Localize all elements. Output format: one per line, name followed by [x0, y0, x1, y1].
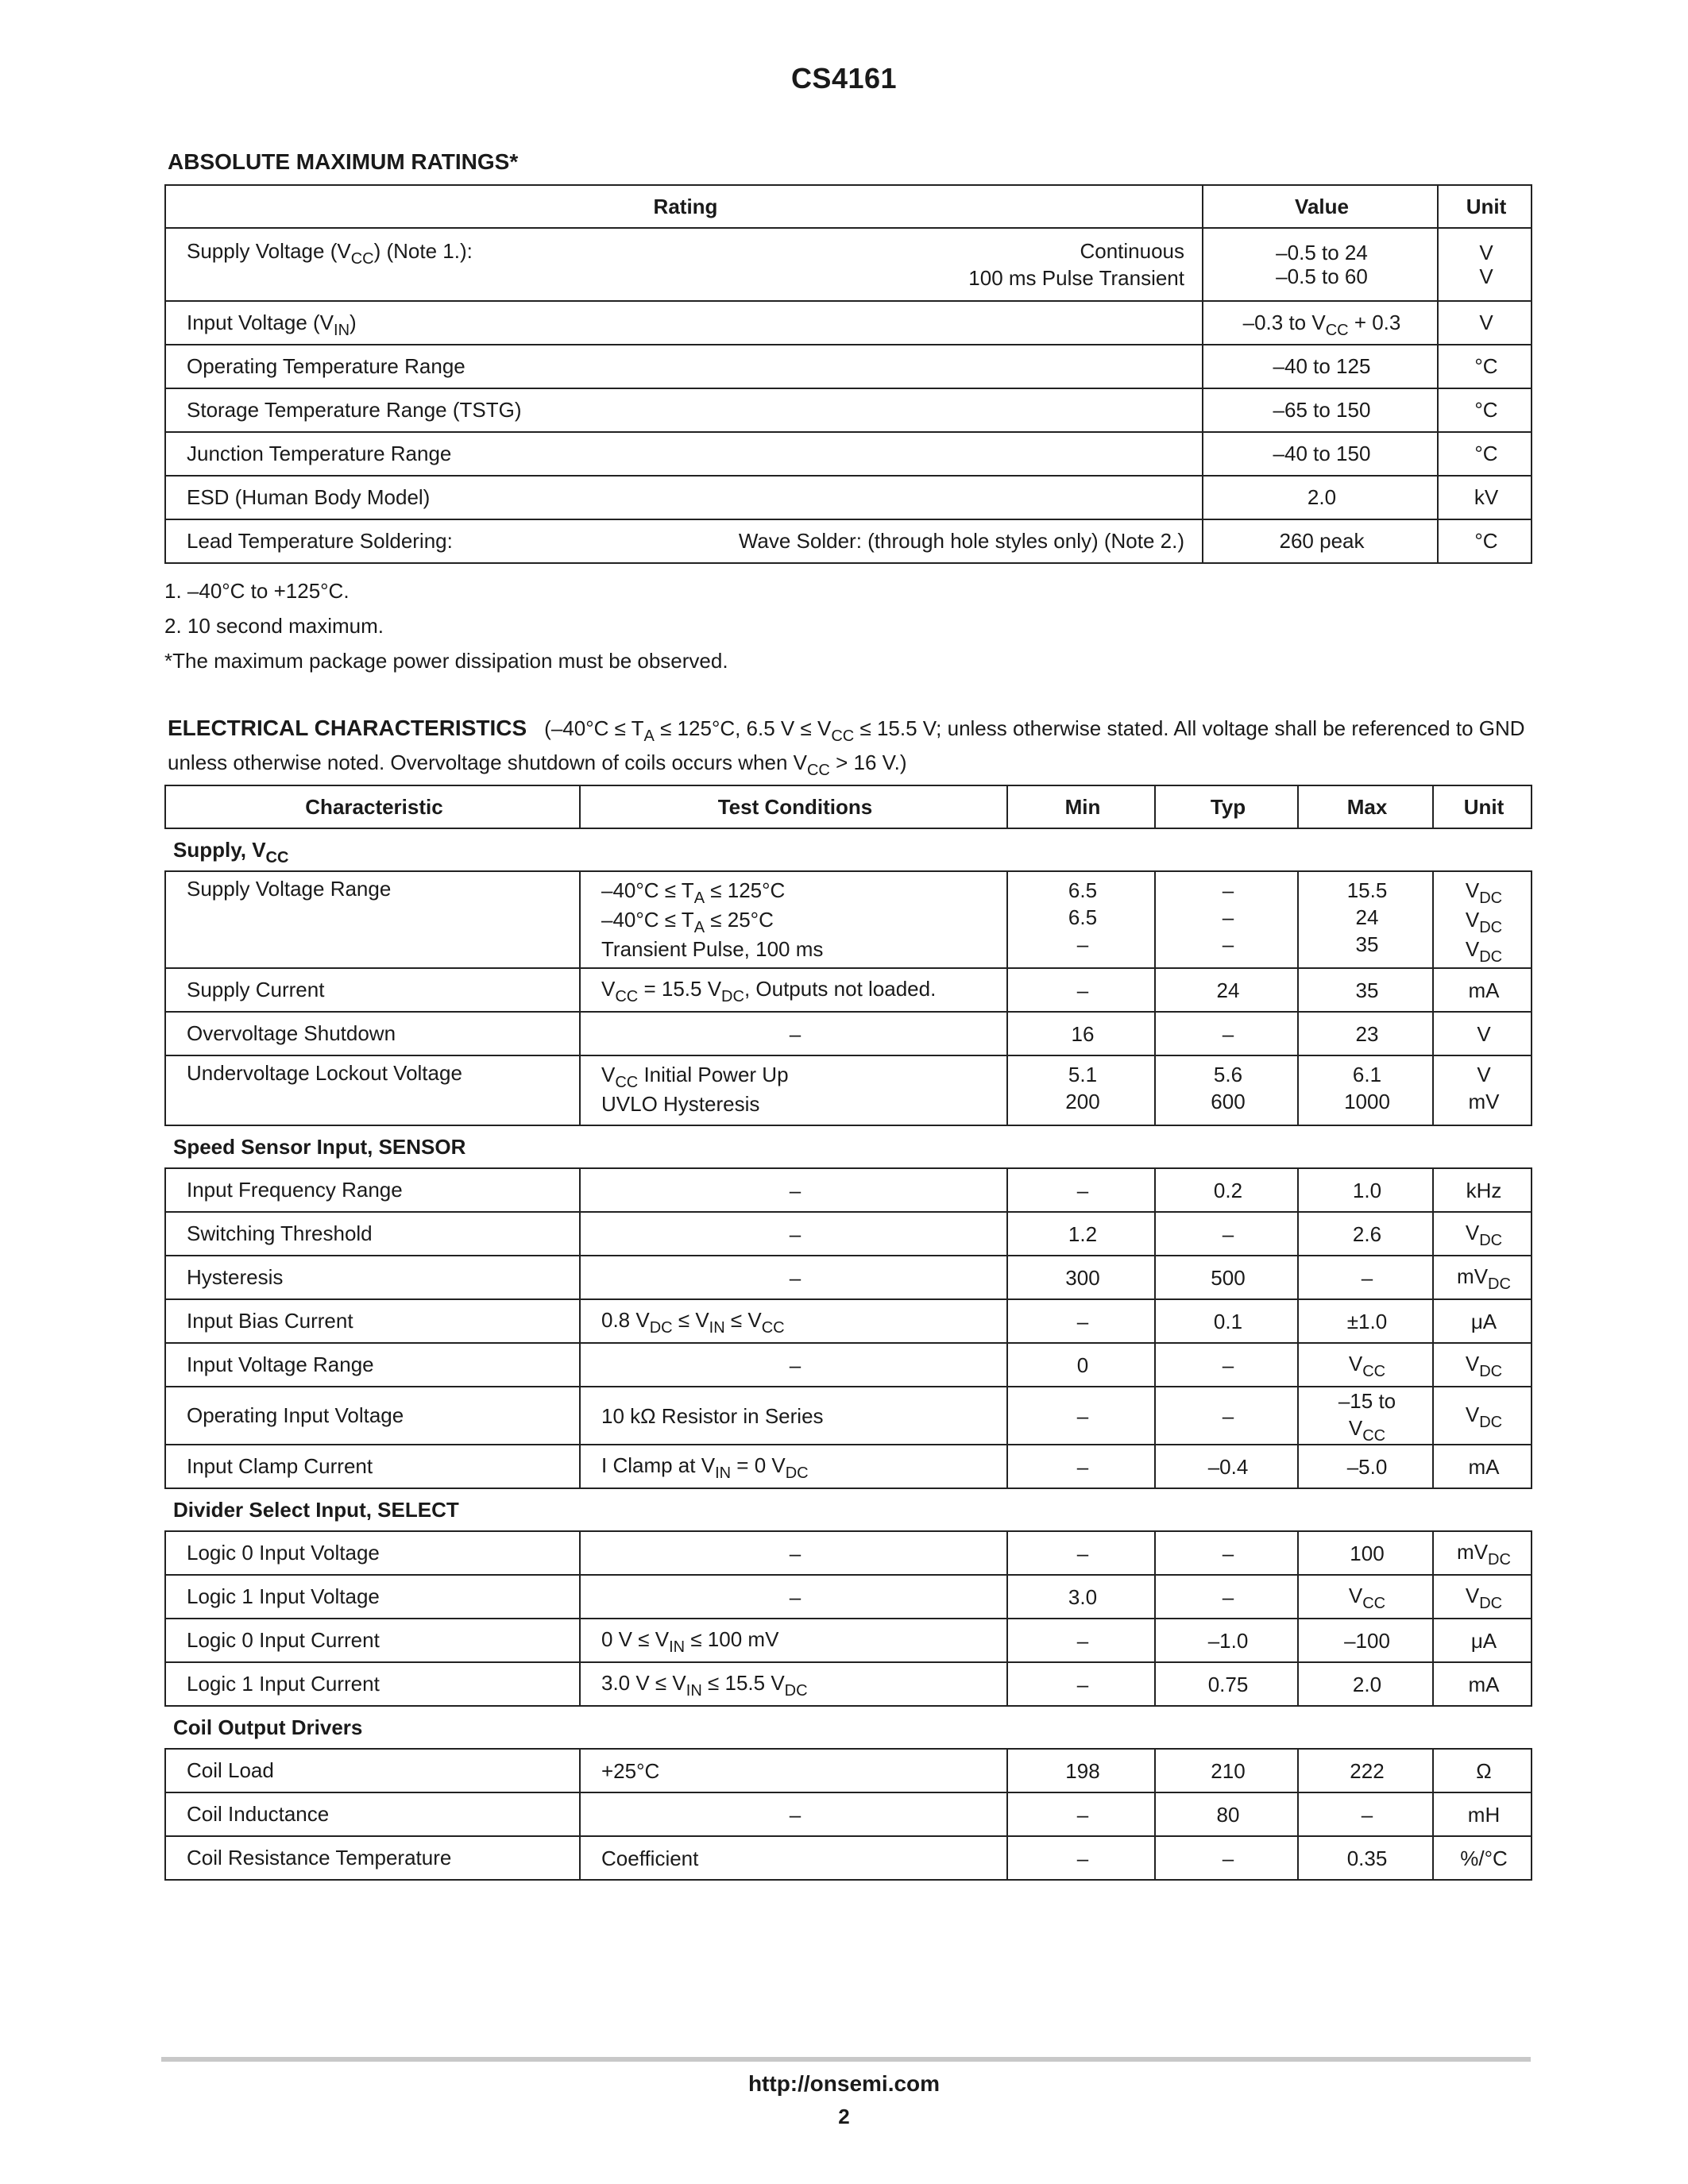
test-condition-cell: +25°C: [580, 1749, 1007, 1792]
table-row: [165, 432, 1532, 476]
unit-cell: $V_{DC}$ $V_{DC}$ $V_{DC}$: [1433, 871, 1532, 968]
characteristic-cell: Operating Input Voltage: [165, 1387, 580, 1445]
max-cell: 100: [1298, 1531, 1433, 1575]
table-row: [165, 1055, 1532, 1125]
test-condition-cell: 0.8 $V_{DC} \le V_{IN} \le V_{CC}$: [580, 1299, 1007, 1343]
test-condition-cell: I Clamp at $V_{IN} = 0$ $V_{DC}$: [580, 1445, 1007, 1488]
characteristic-cell: Input Bias Current: [165, 1299, 580, 1343]
min-cell: –: [1007, 1792, 1155, 1836]
characteristic-cell: Input Frequency Range: [165, 1168, 580, 1212]
group-row: [165, 1125, 1532, 1168]
characteristic-cell: Input Clamp Current: [165, 1445, 580, 1488]
table-row: [165, 228, 1532, 301]
col-header-min: Min: [1007, 785, 1155, 828]
group-row: [165, 1488, 1532, 1531]
col-header-typ: Typ: [1155, 785, 1298, 828]
table-row: [165, 1836, 1532, 1880]
min-cell: –: [1007, 968, 1155, 1012]
min-cell: –: [1007, 1387, 1155, 1445]
typ-cell: 24: [1155, 968, 1298, 1012]
footnote: 2. 10 second maximum.: [164, 614, 384, 638]
elec-table: [164, 785, 1532, 1881]
max-cell: 222: [1298, 1749, 1433, 1792]
unit-cell: μA: [1433, 1619, 1532, 1662]
value-cell: –0.5 to 24 –0.5 to 60: [1203, 228, 1438, 301]
typ-cell: –: [1155, 1343, 1298, 1387]
table-row: [165, 1749, 1532, 1792]
unit-cell: V mV: [1433, 1055, 1532, 1125]
test-condition-cell: –: [580, 1575, 1007, 1619]
max-cell: 6.1 1000: [1298, 1055, 1433, 1125]
max-cell: –100: [1298, 1619, 1433, 1662]
min-cell: 16: [1007, 1012, 1155, 1055]
characteristic-cell: Supply Current: [165, 968, 580, 1012]
min-cell: –: [1007, 1299, 1155, 1343]
table-row: [165, 1299, 1532, 1343]
unit-cell: %/°C: [1433, 1836, 1532, 1880]
typ-cell: –: [1155, 1012, 1298, 1055]
group-title: Supply, $V_{CC}$: [165, 828, 1532, 871]
test-condition-cell: –: [580, 1168, 1007, 1212]
rating-cell: Junction Temperature Range: [165, 432, 1203, 476]
value-cell: 260 peak: [1203, 519, 1438, 563]
table-row: [165, 871, 1532, 968]
rating-cell: Lead Temperature Soldering: Wave Solder: (through hole styles only) (Note 2.): [165, 519, 1203, 563]
unit-cell: kV: [1438, 476, 1532, 519]
rating-cell: Supply Voltage $(V_{CC})$ (Note 1.): Continuous 100 ms Pulse Transient: [165, 228, 1203, 301]
test-condition-cell: 0 $V \le V_{IN} \le 100$ mV: [580, 1619, 1007, 1662]
abs-max-table: [164, 184, 1532, 564]
test-condition-cell: 10 kΩ Resistor in Series: [580, 1387, 1007, 1445]
elec-header: [168, 712, 1534, 781]
characteristic-cell: Hysteresis: [165, 1256, 580, 1299]
table-row: [165, 345, 1532, 388]
min-cell: –: [1007, 1662, 1155, 1706]
test-condition-cell: Coefficient: [580, 1836, 1007, 1880]
value-cell: –40 to 125: [1203, 345, 1438, 388]
typ-cell: –: [1155, 1575, 1298, 1619]
group-row: [165, 1706, 1532, 1749]
table-row: [165, 1387, 1532, 1445]
typ-cell: –1.0: [1155, 1619, 1298, 1662]
max-cell: 15.5 24 35: [1298, 871, 1433, 968]
min-cell: 300: [1007, 1256, 1155, 1299]
table-row: [165, 968, 1532, 1012]
group-title: Divider Select Input, SELECT: [165, 1488, 1532, 1531]
col-header-unit: Unit: [1438, 185, 1532, 228]
max-cell: $V_{CC}$: [1298, 1343, 1433, 1387]
max-cell: 2.0: [1298, 1662, 1433, 1706]
unit-cell: kHz: [1433, 1168, 1532, 1212]
value-cell: 2.0: [1203, 476, 1438, 519]
page-number: 2: [838, 2105, 850, 2128]
test-condition-cell: –: [580, 1792, 1007, 1836]
typ-cell: 0.75: [1155, 1662, 1298, 1706]
table-row: [165, 1212, 1532, 1256]
unit-cell: °C: [1438, 519, 1532, 563]
unit-cell: V: [1433, 1012, 1532, 1055]
test-condition-cell: 3.0 $V \le V_{IN} \le 15.5$ $V_{DC}$: [580, 1662, 1007, 1706]
typ-cell: 80: [1155, 1792, 1298, 1836]
abs-max-title: ABSOLUTE MAXIMUM RATINGS*: [168, 149, 519, 174]
max-cell: –15 to $V_{CC}$: [1298, 1387, 1433, 1445]
table-row: [165, 1445, 1532, 1488]
group-row: [165, 828, 1532, 871]
elec-title: ELECTRICAL CHARACTERISTICS: [168, 716, 527, 740]
unit-cell: μA: [1433, 1299, 1532, 1343]
test-condition-cell: $-40^\circ C \le T_A \le 125^\circ C$ $-40^\circ C \le T_A \le 25^\circ C$ Transient Pulse, 100 ms: [580, 871, 1007, 968]
max-cell: –: [1298, 1256, 1433, 1299]
value-cell: –65 to 150: [1203, 388, 1438, 432]
unit-cell: mA: [1433, 1662, 1532, 1706]
group-title: Speed Sensor Input, SENSOR: [165, 1125, 1532, 1168]
group-title: Coil Output Drivers: [165, 1706, 1532, 1749]
unit-cell: °C: [1438, 432, 1532, 476]
unit-cell: V V: [1438, 228, 1532, 301]
max-cell: ±1.0: [1298, 1299, 1433, 1343]
characteristic-cell: Coil Load: [165, 1749, 580, 1792]
max-cell: 0.35: [1298, 1836, 1433, 1880]
typ-cell: 500: [1155, 1256, 1298, 1299]
col-header-characteristic: Characteristic: [165, 785, 580, 828]
min-cell: 1.2: [1007, 1212, 1155, 1256]
footer-url[interactable]: http://onsemi.com: [747, 2071, 941, 2096]
value-cell: –0.3 to $V_{CC} + 0.3$: [1203, 301, 1438, 345]
characteristic-cell: Undervoltage Lockout Voltage: [165, 1055, 580, 1125]
table-row: [165, 519, 1532, 563]
rating-cell: Input Voltage $(V_{IN})$: [165, 301, 1203, 345]
typ-cell: – – –: [1155, 871, 1298, 968]
characteristic-cell: Logic 1 Input Voltage: [165, 1575, 580, 1619]
col-header-rating: Rating: [165, 185, 1203, 228]
table-row: [165, 1343, 1532, 1387]
rating-cell: Operating Temperature Range: [165, 345, 1203, 388]
typ-cell: –0.4: [1155, 1445, 1298, 1488]
typ-cell: –: [1155, 1387, 1298, 1445]
typ-cell: 5.6 600: [1155, 1055, 1298, 1125]
unit-cell: °C: [1438, 345, 1532, 388]
table-row: [165, 1256, 1532, 1299]
unit-cell: mH: [1433, 1792, 1532, 1836]
min-cell: 198: [1007, 1749, 1155, 1792]
characteristic-cell: Coil Resistance Temperature: [165, 1836, 580, 1880]
unit-cell: °C: [1438, 388, 1532, 432]
unit-cell: V: [1438, 301, 1532, 345]
page-title: CS4161: [790, 62, 898, 95]
test-condition-cell: $V_{CC}$ Initial Power Up UVLO Hysteresis: [580, 1055, 1007, 1125]
unit-cell: $V_{DC}$: [1433, 1343, 1532, 1387]
table-row: [165, 1792, 1532, 1836]
min-cell: –: [1007, 1531, 1155, 1575]
col-header-unit: Unit: [1433, 785, 1532, 828]
footnote: *The maximum package power dissipation must be observed.: [164, 649, 728, 673]
footer-divider: [161, 2057, 1531, 2062]
min-cell: 6.5 6.5 –: [1007, 871, 1155, 968]
rating-cell: Storage Temperature Range (TSTG): [165, 388, 1203, 432]
characteristic-cell: Input Voltage Range: [165, 1343, 580, 1387]
characteristic-cell: Overvoltage Shutdown: [165, 1012, 580, 1055]
unit-cell: Ω: [1433, 1749, 1532, 1792]
table-row: [165, 1531, 1532, 1575]
max-cell: 2.6: [1298, 1212, 1433, 1256]
unit-cell: mA: [1433, 968, 1532, 1012]
min-cell: –: [1007, 1445, 1155, 1488]
characteristic-cell: Coil Inductance: [165, 1792, 580, 1836]
typ-cell: 210: [1155, 1749, 1298, 1792]
table-row: [165, 1012, 1532, 1055]
test-condition-cell: –: [580, 1212, 1007, 1256]
value-cell: –40 to 150: [1203, 432, 1438, 476]
typ-cell: 0.2: [1155, 1168, 1298, 1212]
max-cell: –: [1298, 1792, 1433, 1836]
abs-max-notes: [164, 573, 728, 678]
typ-cell: –: [1155, 1836, 1298, 1880]
col-header-test-conditions: Test Conditions: [580, 785, 1007, 828]
min-cell: –: [1007, 1619, 1155, 1662]
table-row: [165, 1662, 1532, 1706]
max-cell: 23: [1298, 1012, 1433, 1055]
table-row: [165, 1575, 1532, 1619]
characteristic-cell: Logic 0 Input Current: [165, 1619, 580, 1662]
max-cell: 1.0: [1298, 1168, 1433, 1212]
characteristic-cell: Supply Voltage Range: [165, 871, 580, 968]
unit-cell: $V_{DC}$: [1433, 1212, 1532, 1256]
max-cell: $V_{CC}$: [1298, 1575, 1433, 1619]
table-row: [165, 1619, 1532, 1662]
test-condition-cell: $V_{CC} = 15.5$ $V_{DC}$, Outputs not loaded.: [580, 968, 1007, 1012]
unit-cell: mA: [1433, 1445, 1532, 1488]
min-cell: 0: [1007, 1343, 1155, 1387]
typ-cell: –: [1155, 1212, 1298, 1256]
unit-cell: $mV_{DC}$: [1433, 1531, 1532, 1575]
max-cell: 35: [1298, 968, 1433, 1012]
table-row: [165, 301, 1532, 345]
unit-cell: $V_{DC}$: [1433, 1387, 1532, 1445]
table-row: [165, 1168, 1532, 1212]
rating-cell: ESD (Human Body Model): [165, 476, 1203, 519]
typ-cell: –: [1155, 1531, 1298, 1575]
table-row: [165, 476, 1532, 519]
footnote: 1. –40°C to +125°C.: [164, 579, 350, 603]
unit-cell: $V_{DC}$: [1433, 1575, 1532, 1619]
typ-cell: 0.1: [1155, 1299, 1298, 1343]
characteristic-cell: Logic 1 Input Current: [165, 1662, 580, 1706]
characteristic-cell: Switching Threshold: [165, 1212, 580, 1256]
min-cell: 3.0: [1007, 1575, 1155, 1619]
test-condition-cell: –: [580, 1012, 1007, 1055]
col-header-value: Value: [1203, 185, 1438, 228]
unit-cell: $mV_{DC}$: [1433, 1256, 1532, 1299]
max-cell: –5.0: [1298, 1445, 1433, 1488]
min-cell: –: [1007, 1836, 1155, 1880]
characteristic-cell: Logic 0 Input Voltage: [165, 1531, 580, 1575]
test-condition-cell: –: [580, 1531, 1007, 1575]
col-header-max: Max: [1298, 785, 1433, 828]
table-row: [165, 388, 1532, 432]
test-condition-cell: –: [580, 1343, 1007, 1387]
test-condition-cell: –: [580, 1256, 1007, 1299]
min-cell: –: [1007, 1168, 1155, 1212]
elec-conditions: ($-40^\circ C \le T_A \le 125^\circ C$, 6.5 $V \le V_{CC} \le 15.5$ V; unless otherwise stated. All voltage shall be referenced to GND unless otherwise noted. Overvoltage shutdown of coils occurs when $V_{CC} > 16$ V.): [168, 716, 1525, 779]
min-cell: 5.1 200: [1007, 1055, 1155, 1125]
